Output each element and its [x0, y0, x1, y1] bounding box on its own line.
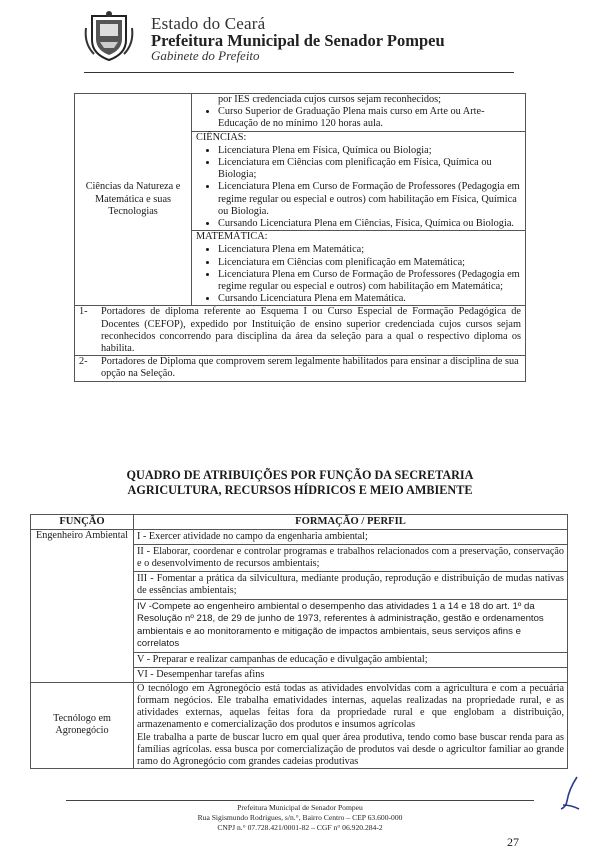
- footer: [66, 803, 534, 832]
- section-title-line2: AGRICULTURA, RECURSOS HÍDRICOS E MEIO AMBIENTE: [127, 482, 473, 497]
- duty-line: VI - Desempenhar tarefas afins: [137, 669, 265, 681]
- note-row: [75, 306, 526, 356]
- formacao-cell: [134, 530, 568, 683]
- profile-paragraph: O tecnólogo em Agronegócio está todas as atividades envolvidas com a agricultura e com a pecuária formam negócios. Ele trabalha ematividades internas, aquelas realizadas na propriedade rural, e as atividades externas, aquelas feitas fora da propriedade rural e que englobam a distribuição, armazenamento e comercialização dos produtos e insumos agrícolas: [137, 683, 564, 731]
- formacao-cell: [134, 683, 568, 769]
- section-title: [40, 468, 560, 497]
- section-title-line1: QUADRO DE ATRIBUIÇÕES POR FUNÇÃO DA SECRETARIA: [126, 468, 474, 482]
- note-row: [75, 356, 526, 381]
- funcao-cell: Tecnólogo em Agronegócio: [31, 683, 134, 769]
- list-item: • Licenciatura Plena em Curso de Formação de Professores (Pedagogia em regime regular ou especial e outros) com habilitação em Física, Química ou Biologia.: [218, 181, 521, 218]
- column-header-funcao: FUNÇÃO: [31, 515, 134, 530]
- header-rule: [84, 72, 514, 73]
- duty-line: II - Elaborar, coordenar e controlar programas e trabalhos relacionados com a preservação, conservação e o desenvolvimento de recursos ambientais;: [134, 545, 567, 572]
- continuation-cell: [192, 94, 526, 132]
- column-header-formacao: FORMAÇÃO / PERFIL: [134, 515, 568, 530]
- state-name: Estado do Ceará: [151, 14, 266, 33]
- note-text: Portadores de Diploma que comprovem serem legalmente habilitados para ensinar a disciplina de sua opção na Seleção.: [101, 356, 519, 380]
- footer-line: Rua Sigismundo Rodrigues, s/n.°, Bairro Centro – CEP 63.600-000: [197, 812, 403, 822]
- duty-line: IV -Compete ao engenheiro ambiental o desempenho das atividades 1 a 14 e 18 do art. 1º da Resolução nº 218, de 29 de junho de 1973, referentes à administração, gestão e ordenamentos ambientais e ao monitoramento e mitigação de impactos ambientais, seus serviços afins e correlatos: [134, 600, 567, 653]
- list-item: • Licenciatura Plena em Curso de Formação de Professores (Pedagogia em regime regular ou especial e outros) com habilitação em Matemática;: [218, 269, 521, 293]
- list-item: • Cursando Licenciatura Plena em Matemática.: [218, 293, 521, 305]
- continuation-lead: por IES credenciada cujos cursos sejam reconhecidos;: [218, 94, 442, 105]
- prefecture-name: Prefeitura Municipal de Senador Pompeu: [151, 31, 445, 50]
- funcao-cell: Engenheiro Ambiental: [31, 530, 134, 683]
- signature-mark: [555, 775, 585, 813]
- matematica-cell: [192, 231, 526, 306]
- note-number: 2-: [79, 356, 88, 368]
- note-number: 1-: [79, 306, 88, 318]
- ciencias-heading: CIÊNCIAS:: [196, 131, 247, 143]
- office-name: Gabinete do Prefeito: [151, 48, 260, 63]
- duty-line: III - Fomentar a prática da silvicultura, mediante produção, reprodução e distribuição de mudas nativas de essências ambientais;: [134, 572, 567, 599]
- area-label: Ciências da Natureza e Matemática e suas Tecnologias: [75, 94, 192, 306]
- list-item: • Licenciatura em Ciências com plenificação em Física, Química ou Biologia;: [218, 157, 521, 181]
- coat-of-arms-icon: [84, 10, 134, 62]
- ciencias-cell: [192, 131, 526, 231]
- qualifications-table: [74, 93, 526, 382]
- note-text: Portadores de diploma referente ao Esquema I ou Curso Especial de Formação Pedagógica de Docentes (CEFOP), expedido por Instituição de ensino superior credenciada cujos cursos sejam reconhecidos concorrendo para disciplina da área da seleção para a qual o respectivo diploma os habilita.: [101, 306, 521, 355]
- letterhead: [84, 10, 524, 72]
- page-number: 27: [507, 835, 519, 849]
- list-item: • Licenciatura em Ciências com plenificação em Matemática;: [218, 257, 521, 269]
- list-item: • Licenciatura Plena em Matemática;: [218, 244, 521, 256]
- duty-line: V - Preparar e realizar campanhas de educação e divulgação ambiental;: [134, 653, 567, 668]
- list-item: • Cursando Licenciatura Plena em Ciências, Física, Química ou Biologia.: [218, 218, 521, 230]
- list-item: • Curso Superior de Graduação Plena mais curso em Arte ou Arte-Educação de no mínimo 120 horas aula.: [218, 106, 521, 130]
- footer-rule: [66, 800, 534, 801]
- list-item: • Licenciatura Plena em Física, Química ou Biologia;: [218, 145, 521, 157]
- attributions-table: [30, 514, 568, 769]
- footer-line: Prefeitura Municipal de Senador Pompeu: [237, 803, 363, 812]
- duty-line: I - Exercer atividade no campo da engenharia ambiental;: [134, 530, 567, 545]
- footer-line: CNPJ n.° 07.728.421/0001-82 – CGF n° 06.920.284-2: [217, 822, 383, 832]
- matematica-heading: MATEMÁTICA:: [196, 231, 268, 243]
- profile-paragraph: Ele trabalha a parte de buscar lucro em qual quer área produtiva, tendo como base buscar renda para as famílias agrícolas. essa busca por comercialização de produtos vai desde o agricultor familiar ao grande ramo do Agronegócio com grandes cadeias produtivas: [137, 731, 564, 767]
